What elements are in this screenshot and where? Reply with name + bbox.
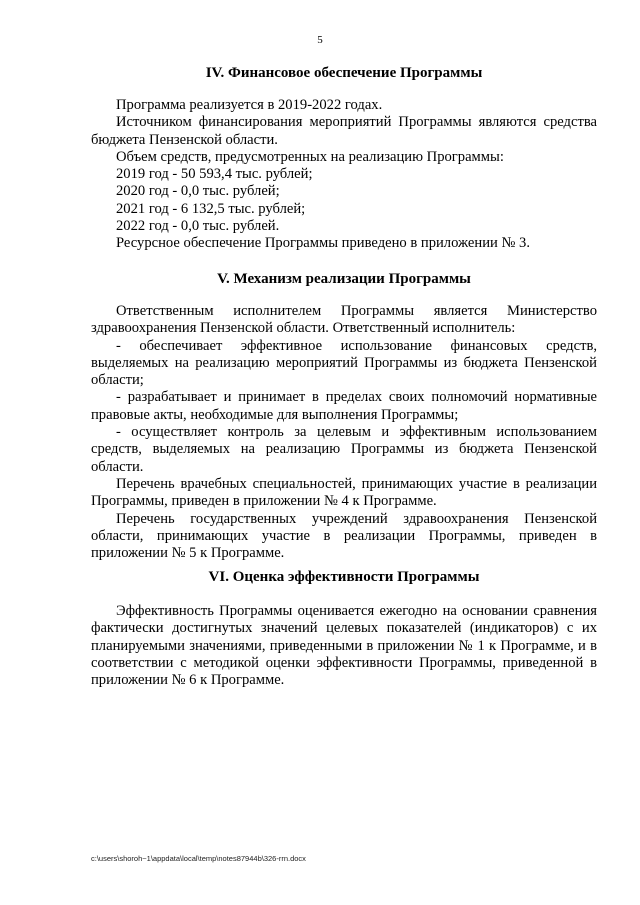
paragraph-responsible: Ответственным исполнителем Программы является Министерство здравоохранения Пензенской области. Ответственный исполнитель:: [91, 303, 597, 337]
paragraph-period: Программа реализуется в 2019-2022 годах.: [116, 97, 383, 113]
paragraph-institutions: Перечень государственных учреждений здравоохранения Пензенской области, принимающих участие в реализации Программы, приведен в приложении № 5 к Программе.: [91, 510, 597, 562]
paragraph-effectiveness: Эффективность Программы оценивается ежегодно на основании сравнения фактически достигнутых значений целевых показателей (индикаторов) с их планируемыми значениями, приведенными в приложении № 1 к Программе, и в соответствии с методикой оценки эффективности Программы, приведенной в приложении № 6 к Программе.: [91, 603, 597, 689]
footer-file-path: c:\users\shoroh~1\appdata\local\temp\notes87944b\326-rrn.docx: [91, 854, 306, 863]
section-heading-mechanism: V. Механизм реализации Программы: [217, 271, 471, 287]
section-heading-evaluation: VI. Оценка эффективности Программы: [208, 569, 480, 585]
paragraph-resources: Ресурсное обеспечение Программы приведено в приложении № 3.: [116, 235, 530, 252]
year-item-2022: 2022 год - 0,0 тыс. рублей.: [116, 218, 280, 235]
section-evaluation: [91, 568, 597, 689]
section-financing: [91, 64, 597, 253]
year-item-2020: 2020 год - 0,0 тыс. рублей;: [116, 183, 280, 200]
section-mechanism: [91, 270, 597, 562]
paragraph-volume: Объем средств, предусмотренных на реализацию Программы:: [116, 148, 504, 165]
list-item-ensures: - обеспечивает эффективное использование финансовых средств, выделяемых на реализацию мероприятий Программы из бюджета Пензенской области;: [91, 337, 597, 389]
list-item-develops: - разрабатывает и принимает в пределах своих полномочий нормативные правовые акты, необходимые для выполнения Программы;: [91, 389, 597, 423]
paragraph-specialties: Перечень врачебных специальностей, принимающих участие в реализации Программы, приведен в приложении № 4 к Программе.: [91, 475, 597, 510]
section-heading-financing: IV. Финансовое обеспечение Программы: [205, 65, 483, 81]
page-number: 5: [317, 34, 323, 46]
paragraph-funding-source: Источником финансирования мероприятий Программы являются средства бюджета Пензенской области.: [91, 114, 597, 148]
list-item-controls: - осуществляет контроль за целевым и эффективным использованием средств, выделяемых на реализацию Программы из бюджета Пензенской области.: [91, 424, 597, 475]
year-item-2019: 2019 год - 50 593,4 тыс. рублей;: [116, 166, 313, 183]
year-item-2021: 2021 год - 6 132,5 тыс. рублей;: [116, 200, 306, 217]
